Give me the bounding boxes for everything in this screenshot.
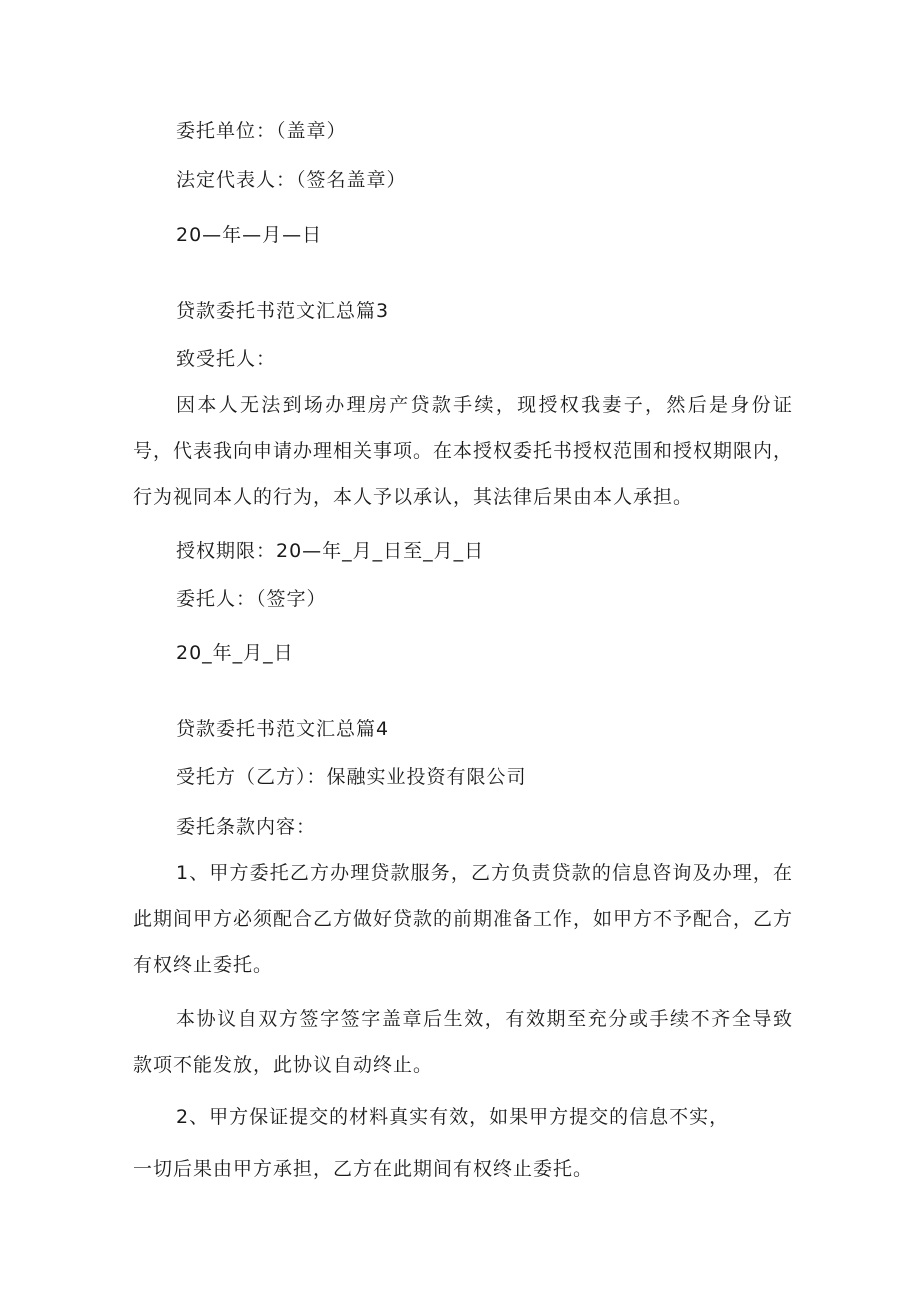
effective-paragraph: 本协议自双方签字签字盖章后生效，有效期至充分或手续不齐全导致款项不能发放，此协议自动终止。 [133, 1008, 793, 1076]
section-heading-3: 贷款委托书范文汇总篇3 [176, 300, 390, 322]
legal-representative-line: 法定代表人：（签名盖章） [176, 169, 407, 191]
authorization-period-line: 授权期限：20—年_月_日至_月_日 [176, 540, 485, 562]
entrusting-unit-line: 委托单位：（盖章） [176, 120, 347, 142]
section-heading-4: 贷款委托书范文汇总篇4 [176, 718, 390, 740]
terms-title-line: 委托条款内容： [176, 816, 317, 838]
trustee-party-line: 受托方（乙方）：保融实业投资有限公司 [176, 766, 527, 788]
clause-1-paragraph: 1、甲方委托乙方办理贷款服务，乙方负责贷款的信息咨询及办理，在此期间甲方必须配合乙方做好贷款的前期准备工作，如甲方不予配合，乙方有权终止委托。 [133, 862, 794, 976]
consequence-line: 一切后果由甲方承担，乙方在此期间有权终止委托。 [133, 1158, 594, 1180]
clause-2-paragraph: 2、甲方保证提交的材料真实有效，如果甲方提交的信息不实， [176, 1106, 730, 1128]
date-line-1: 20—年—月—日 [176, 224, 323, 246]
client-signature-line: 委托人：（签字） [176, 588, 327, 610]
date-line-2: 20_年_月_日 [176, 642, 294, 664]
addressee-line: 致受托人： [176, 348, 277, 370]
authorization-paragraph: 因本人无法到场办理房产贷款手续，现授权我妻子，然后是身份证号，代表我向申请办理相关事项。在本授权委托书授权范围和授权期限内，行为视同本人的行为，本人予以承认，其法律后果由本人承担。 [133, 394, 794, 508]
